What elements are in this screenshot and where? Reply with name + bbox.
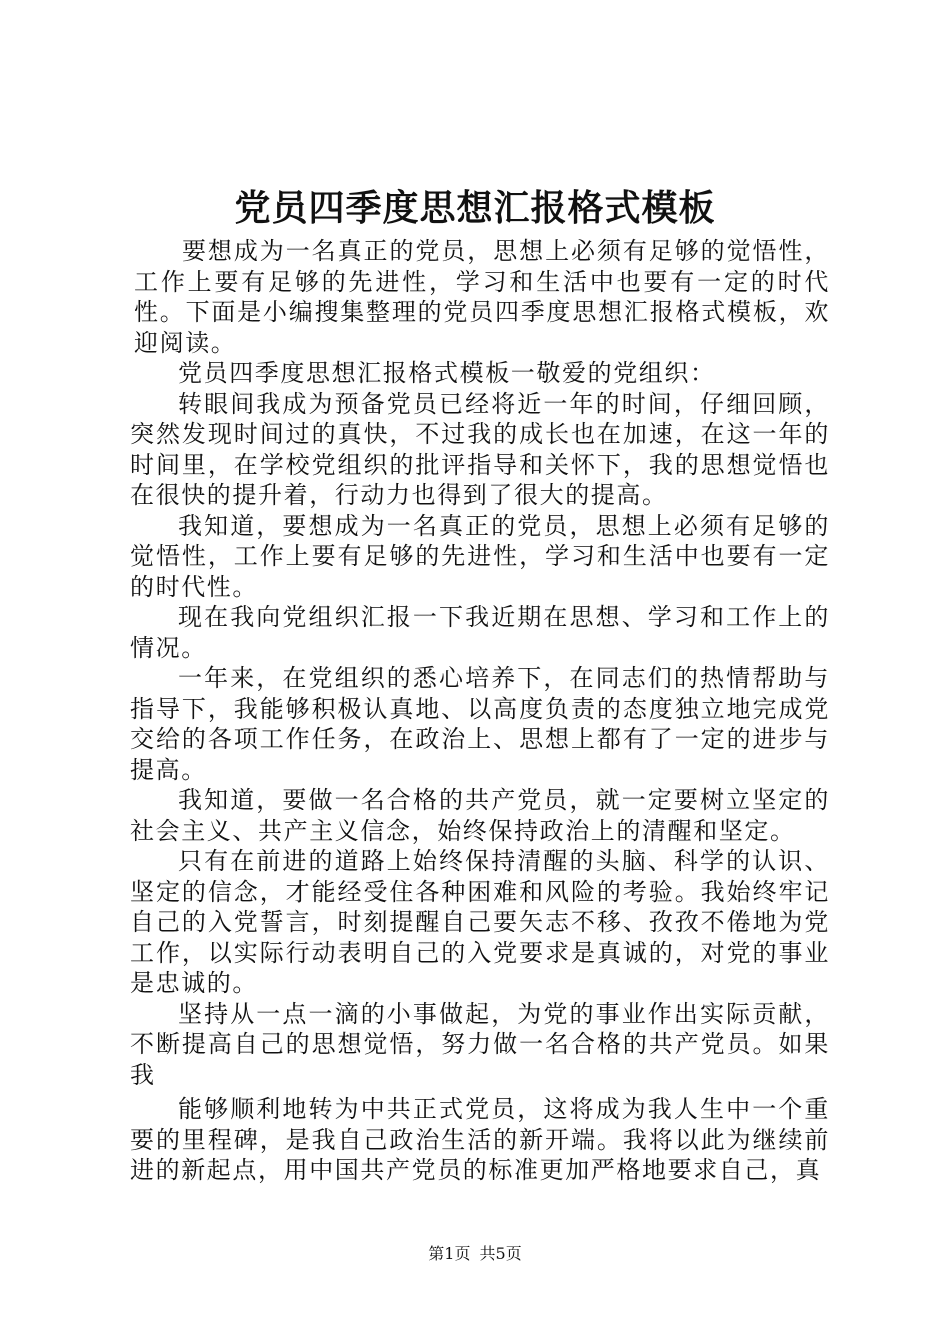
paragraph-report: 现在我向党组织汇报一下我近期在思想、学习和工作上的情况。 <box>130 603 830 662</box>
paragraph-milestone: 能够顺利地转为中共正式党员，这将成为我人生中一个重要的里程碑，是我自己政治生活的新开端。我将以此为继续前进的新起点，用中国共产党员的标准更加严格地要求自己，真 <box>130 1095 830 1184</box>
paragraph-oath: 只有在前进的道路上始终保持清醒的头脑、科学的认识、坚定的信念，才能经受住各种困难和风险的考验。我始终牢记自己的入党誓言，时刻提醒自己要矢志不移、孜孜不倦地为党工作，以实际行动表明自己的入党要求是真诚的，对党的事业是忠诚的。 <box>130 847 830 997</box>
page-footer <box>0 1243 950 1265</box>
paragraph-review: 转眼间我成为预备党员已经将近一年的时间，仔细回顾，突然发现时间过的真快，不过我的成长也在加速，在这一年的时间里，在学校党组织的批评指导和关怀下，我的思想觉悟也在很快的提升着，行动力也得到了很大的提高。 <box>130 389 830 509</box>
document-body <box>130 236 830 1186</box>
page-number: 第1页 <box>428 1244 471 1263</box>
paragraph-commitment: 坚持从一点一滴的小事做起，为党的事业作出实际贡献，不断提高自己的思想觉悟，努力做一名合格的共产党员。如果我 <box>130 999 830 1089</box>
paragraph-awareness: 我知道，要想成为一名真正的党员，思想上必须有足够的觉悟性，工作上要有足够的先进性，学习和生活中也要有一定的时代性。 <box>130 511 830 601</box>
paragraph-year-summary: 一年来，在党组织的悉心培养下，在同志们的热情帮助与指导下，我能够积极认真地、以高度负责的态度独立地完成党交给的各项工作任务，在政治上、思想上都有了一定的进步与提高。 <box>130 664 830 784</box>
page-total: 共5页 <box>479 1244 522 1263</box>
paragraph-belief: 我知道，要做一名合格的共产党员，就一定要树立坚定的社会主义、共产主义信念，始终保持政治上的清醒和坚定。 <box>130 786 830 845</box>
paragraph-salutation: 党员四季度思想汇报格式模板一敬爱的党组织： <box>178 359 716 387</box>
paragraph-intro: 要想成为一名真正的党员，思想上必须有足够的觉悟性，工作上要有足够的先进性，学习和生活中也要有一定的时代性。下面是小编搜集整理的党员四季度思想汇报格式模板，欢迎阅读。 <box>134 237 830 357</box>
document-title: 党员四季度思想汇报格式模板 <box>234 187 716 229</box>
